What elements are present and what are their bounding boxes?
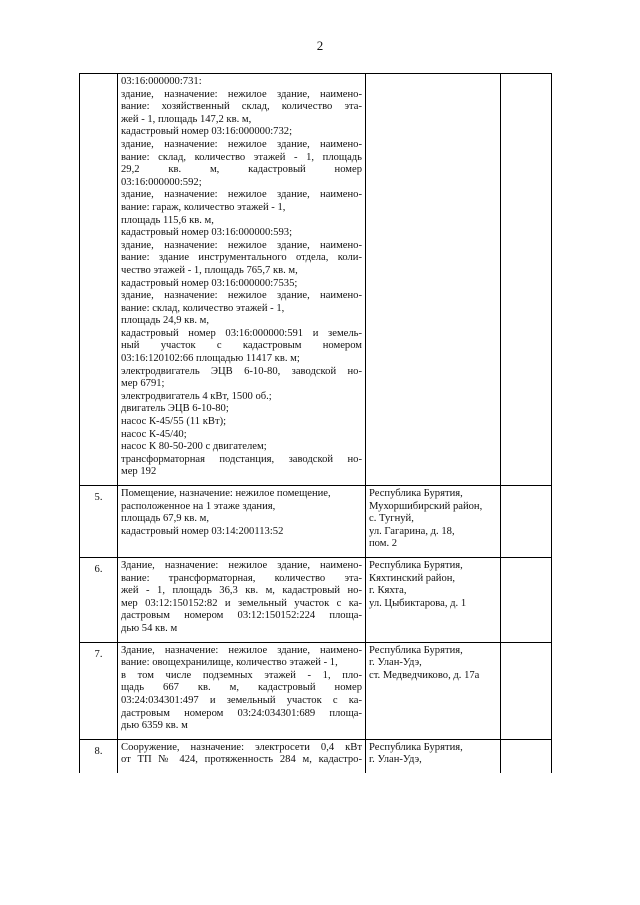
description-line: вание: трансформаторная, количество эта- bbox=[121, 572, 362, 584]
description-line: расположенное на 1 этаже здания, bbox=[121, 500, 276, 512]
property-address bbox=[366, 557, 501, 642]
property-address bbox=[366, 739, 501, 773]
description-line: двигатель ЭЦВ 6-10-80; bbox=[121, 403, 229, 415]
description-line: мер 03:12:150152:82 и земельный участок с ка- bbox=[121, 597, 362, 609]
description-line: площадь 67,9 кв. м, bbox=[121, 513, 209, 525]
property-description bbox=[118, 486, 366, 558]
description-line: вание: склад, количество этажей - 1, bbox=[121, 302, 285, 314]
description-line: дастровым номером 03:24:034301:689 площа- bbox=[121, 707, 362, 719]
table-row bbox=[80, 74, 552, 486]
table-row bbox=[80, 486, 552, 558]
row-number bbox=[80, 74, 118, 486]
row-number: 5. bbox=[80, 486, 118, 558]
description-line: 03:16:120102:66 площадью 11417 кв. м; bbox=[121, 353, 300, 365]
description-line: дастровым номером 03:12:150152:224 площа- bbox=[121, 610, 362, 622]
description-line: кадастровый номер 03:16:000000:732; bbox=[121, 126, 293, 138]
description-line: 03:16:000000:731: bbox=[121, 76, 202, 87]
description-line: вание: здание инструментального отдела, коли- bbox=[121, 252, 362, 264]
description-line: насос К 80-50-200 с двигателем; bbox=[121, 441, 267, 453]
description-line: здание, назначение: нежилое здание, наимено- bbox=[121, 239, 362, 251]
address-line: г. Кяхта, bbox=[369, 585, 407, 597]
row-number: 8. bbox=[80, 739, 118, 773]
property-address bbox=[366, 642, 501, 739]
description-line: жей - 1, площадь 36,3 кв. м, кадастровый но- bbox=[121, 585, 362, 597]
address-line: г. Улан-Удэ, bbox=[369, 657, 422, 669]
description-line: площадь 24,9 кв. м, bbox=[121, 315, 209, 327]
description-line: от ТП № 424, протяженность 284 м, кадастро- bbox=[121, 754, 362, 766]
description-line: в том числе подземных этажей - 1, пло- bbox=[121, 669, 362, 681]
address-line: пом. 2 bbox=[369, 538, 398, 550]
property-address bbox=[366, 74, 501, 486]
address-line: Кяхтинский район, bbox=[369, 572, 456, 584]
page-number: 2 bbox=[316, 38, 324, 53]
address-line: Республика Бурятия, bbox=[369, 559, 463, 571]
description-line: мер 192 bbox=[121, 466, 157, 478]
description-line: кадастровый номер 03:16:000000:591 и земель- bbox=[121, 327, 362, 339]
address-line: Республика Бурятия, bbox=[369, 644, 463, 656]
description-line: кадастровый номер 03:16:000000:7535; bbox=[121, 277, 298, 289]
description-line: Сооружение, назначение: электросети 0,4 кВт bbox=[121, 741, 362, 753]
description-line: ный участок с кадастровым номером bbox=[121, 340, 362, 352]
description-line: здание, назначение: нежилое здание, наимено- bbox=[121, 88, 362, 100]
address-line: ул. Гагарина, д. 18, bbox=[369, 525, 455, 537]
description-line: насос К-45/55 (11 кВт); bbox=[121, 416, 227, 428]
description-line: вание: склад, количество этажей - 1, площадь bbox=[121, 151, 362, 163]
address-line: Республика Бурятия, bbox=[369, 741, 463, 753]
description-line: мер 6791; bbox=[121, 378, 165, 390]
description-line: вание: хозяйственный склад, количество эта- bbox=[121, 101, 362, 113]
table-row bbox=[80, 557, 552, 642]
description-line: насос К-45/40; bbox=[121, 428, 187, 440]
description-line: Здание, назначение: нежилое здание, наимено- bbox=[121, 559, 362, 571]
description-line: жей - 1, площадь 147,2 кв. м, bbox=[121, 113, 252, 125]
table-row bbox=[80, 739, 552, 773]
property-description bbox=[118, 557, 366, 642]
description-line: дью 6359 кв. м bbox=[121, 720, 188, 732]
table-row bbox=[80, 642, 552, 739]
description-line: трансформаторная подстанция, заводской но- bbox=[121, 453, 362, 465]
empty-cell bbox=[501, 74, 552, 486]
empty-cell bbox=[501, 739, 552, 773]
description-line: здание, назначение: нежилое здание, наимено- bbox=[121, 189, 362, 201]
description-line: площадь 115,6 кв. м, bbox=[121, 214, 214, 226]
property-description bbox=[118, 739, 366, 773]
description-line: электродвигатель 4 кВт, 1500 об.; bbox=[121, 390, 272, 402]
description-line: Здание, назначение: нежилое здание, наимено- bbox=[121, 644, 362, 656]
address-line: Мухоршибирский район, bbox=[369, 500, 483, 512]
description-line: здание, назначение: нежилое здание, наимено- bbox=[121, 290, 362, 302]
row-number: 6. bbox=[80, 557, 118, 642]
empty-cell bbox=[501, 557, 552, 642]
description-line: щадь 667 кв. м, кадастровый номер bbox=[121, 682, 362, 694]
description-line: Помещение, назначение: нежилое помещение, bbox=[121, 488, 331, 499]
description-line: чество этажей - 1, площадь 765,7 кв. м, bbox=[121, 264, 298, 276]
address-line: Республика Бурятия, bbox=[369, 488, 463, 499]
property-description bbox=[118, 642, 366, 739]
description-line: кадастровый номер 03:16:000000:593; bbox=[121, 227, 293, 239]
empty-cell bbox=[501, 486, 552, 558]
row-number: 7. bbox=[80, 642, 118, 739]
description-line: кадастровый номер 03:14:200113:52 bbox=[121, 525, 284, 537]
address-line: г. Улан-Удэ, bbox=[369, 754, 422, 766]
empty-cell bbox=[501, 642, 552, 739]
description-line: дью 54 кв. м bbox=[121, 622, 178, 634]
description-line: 03:16:000000:592; bbox=[121, 176, 202, 188]
property-table bbox=[79, 73, 552, 773]
description-line: электродвигатель ЭЦВ 6-10-80, заводской но- bbox=[121, 365, 362, 377]
property-address bbox=[366, 486, 501, 558]
description-line: здание, назначение: нежилое здание, наимено- bbox=[121, 138, 362, 150]
description-line: вание: овощехранилище, количество этажей - 1, bbox=[121, 657, 338, 669]
address-line: ул. Цыбиктарова, д. 1 bbox=[369, 597, 467, 609]
description-line: 03:24:034301:497 и земельный участок с ка- bbox=[121, 694, 362, 706]
property-description bbox=[118, 74, 366, 486]
description-line: 29,2 кв. м, кадастровый номер bbox=[121, 164, 362, 176]
address-line: ст. Медведчиково, д. 17а bbox=[369, 669, 480, 681]
address-line: с. Тугнуй, bbox=[369, 513, 414, 525]
description-line: вание: гараж, количество этажей - 1, bbox=[121, 201, 286, 213]
